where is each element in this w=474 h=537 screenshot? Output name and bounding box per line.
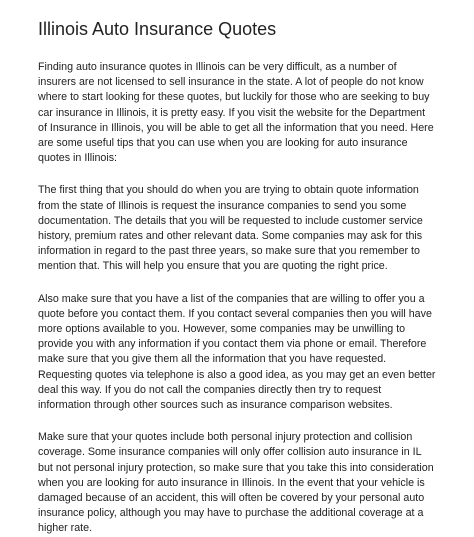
- paragraph-4: Make sure that your quotes include both personal injury protection and collision coverage. Some insurance companies will only offer collision auto insurance in IL but not personal injury protection, so make sure that you take this into consideration when you are looking for auto insurance in Illinois. In the event that your vehicle is damaged because of an accident, this will often be covered by your personal auto insurance policy, although you may have to purchase the additional coverage at a higher rate.: [38, 431, 434, 535]
- paragraph-1: Finding auto insurance quotes in Illinois can be very difficult, as a number of insurers are not licensed to sell insurance in the state. A lot of people do not know where to start looking for these quotes, but luckily for those who are seeking to buy car insurance in Illinois, it is pretty easy. If you visit the website for the Department of Insurance in Illinois, you will be able to get all the information that you need. Here are some useful tips that you can use when you are looking for auto insurance quotes in Illinois:: [38, 61, 434, 165]
- paragraph-2: The first thing that you should do when you are trying to obtain quote information from the state of Illinois is request the insurance companies to send you some documentation. The details that you will be requested to include customer service history, premium rates and other relevant data. Some companies may ask for this information in regard to the past three years, so make sure that you remember to mention that. This will help you ensure that you are quoting the right price.: [38, 184, 423, 273]
- paragraph-3: Also make sure that you have a list of the companies that are willing to offer you a quote before you contact them. If you contact several companies then you will have more options available to you. However, some companies may be unwilling to provide you with any information if you contact them via phone or email. Therefore make sure that you give them all the information that you have requested. Requesting quotes via telephone is also a good idea, as you may get an even better deal this way. If you do not call the companies directly then try to request information through other sources such as insurance comparison websites.: [38, 292, 436, 412]
- page-title: Illinois Auto Insurance Quotes: [38, 19, 277, 39]
